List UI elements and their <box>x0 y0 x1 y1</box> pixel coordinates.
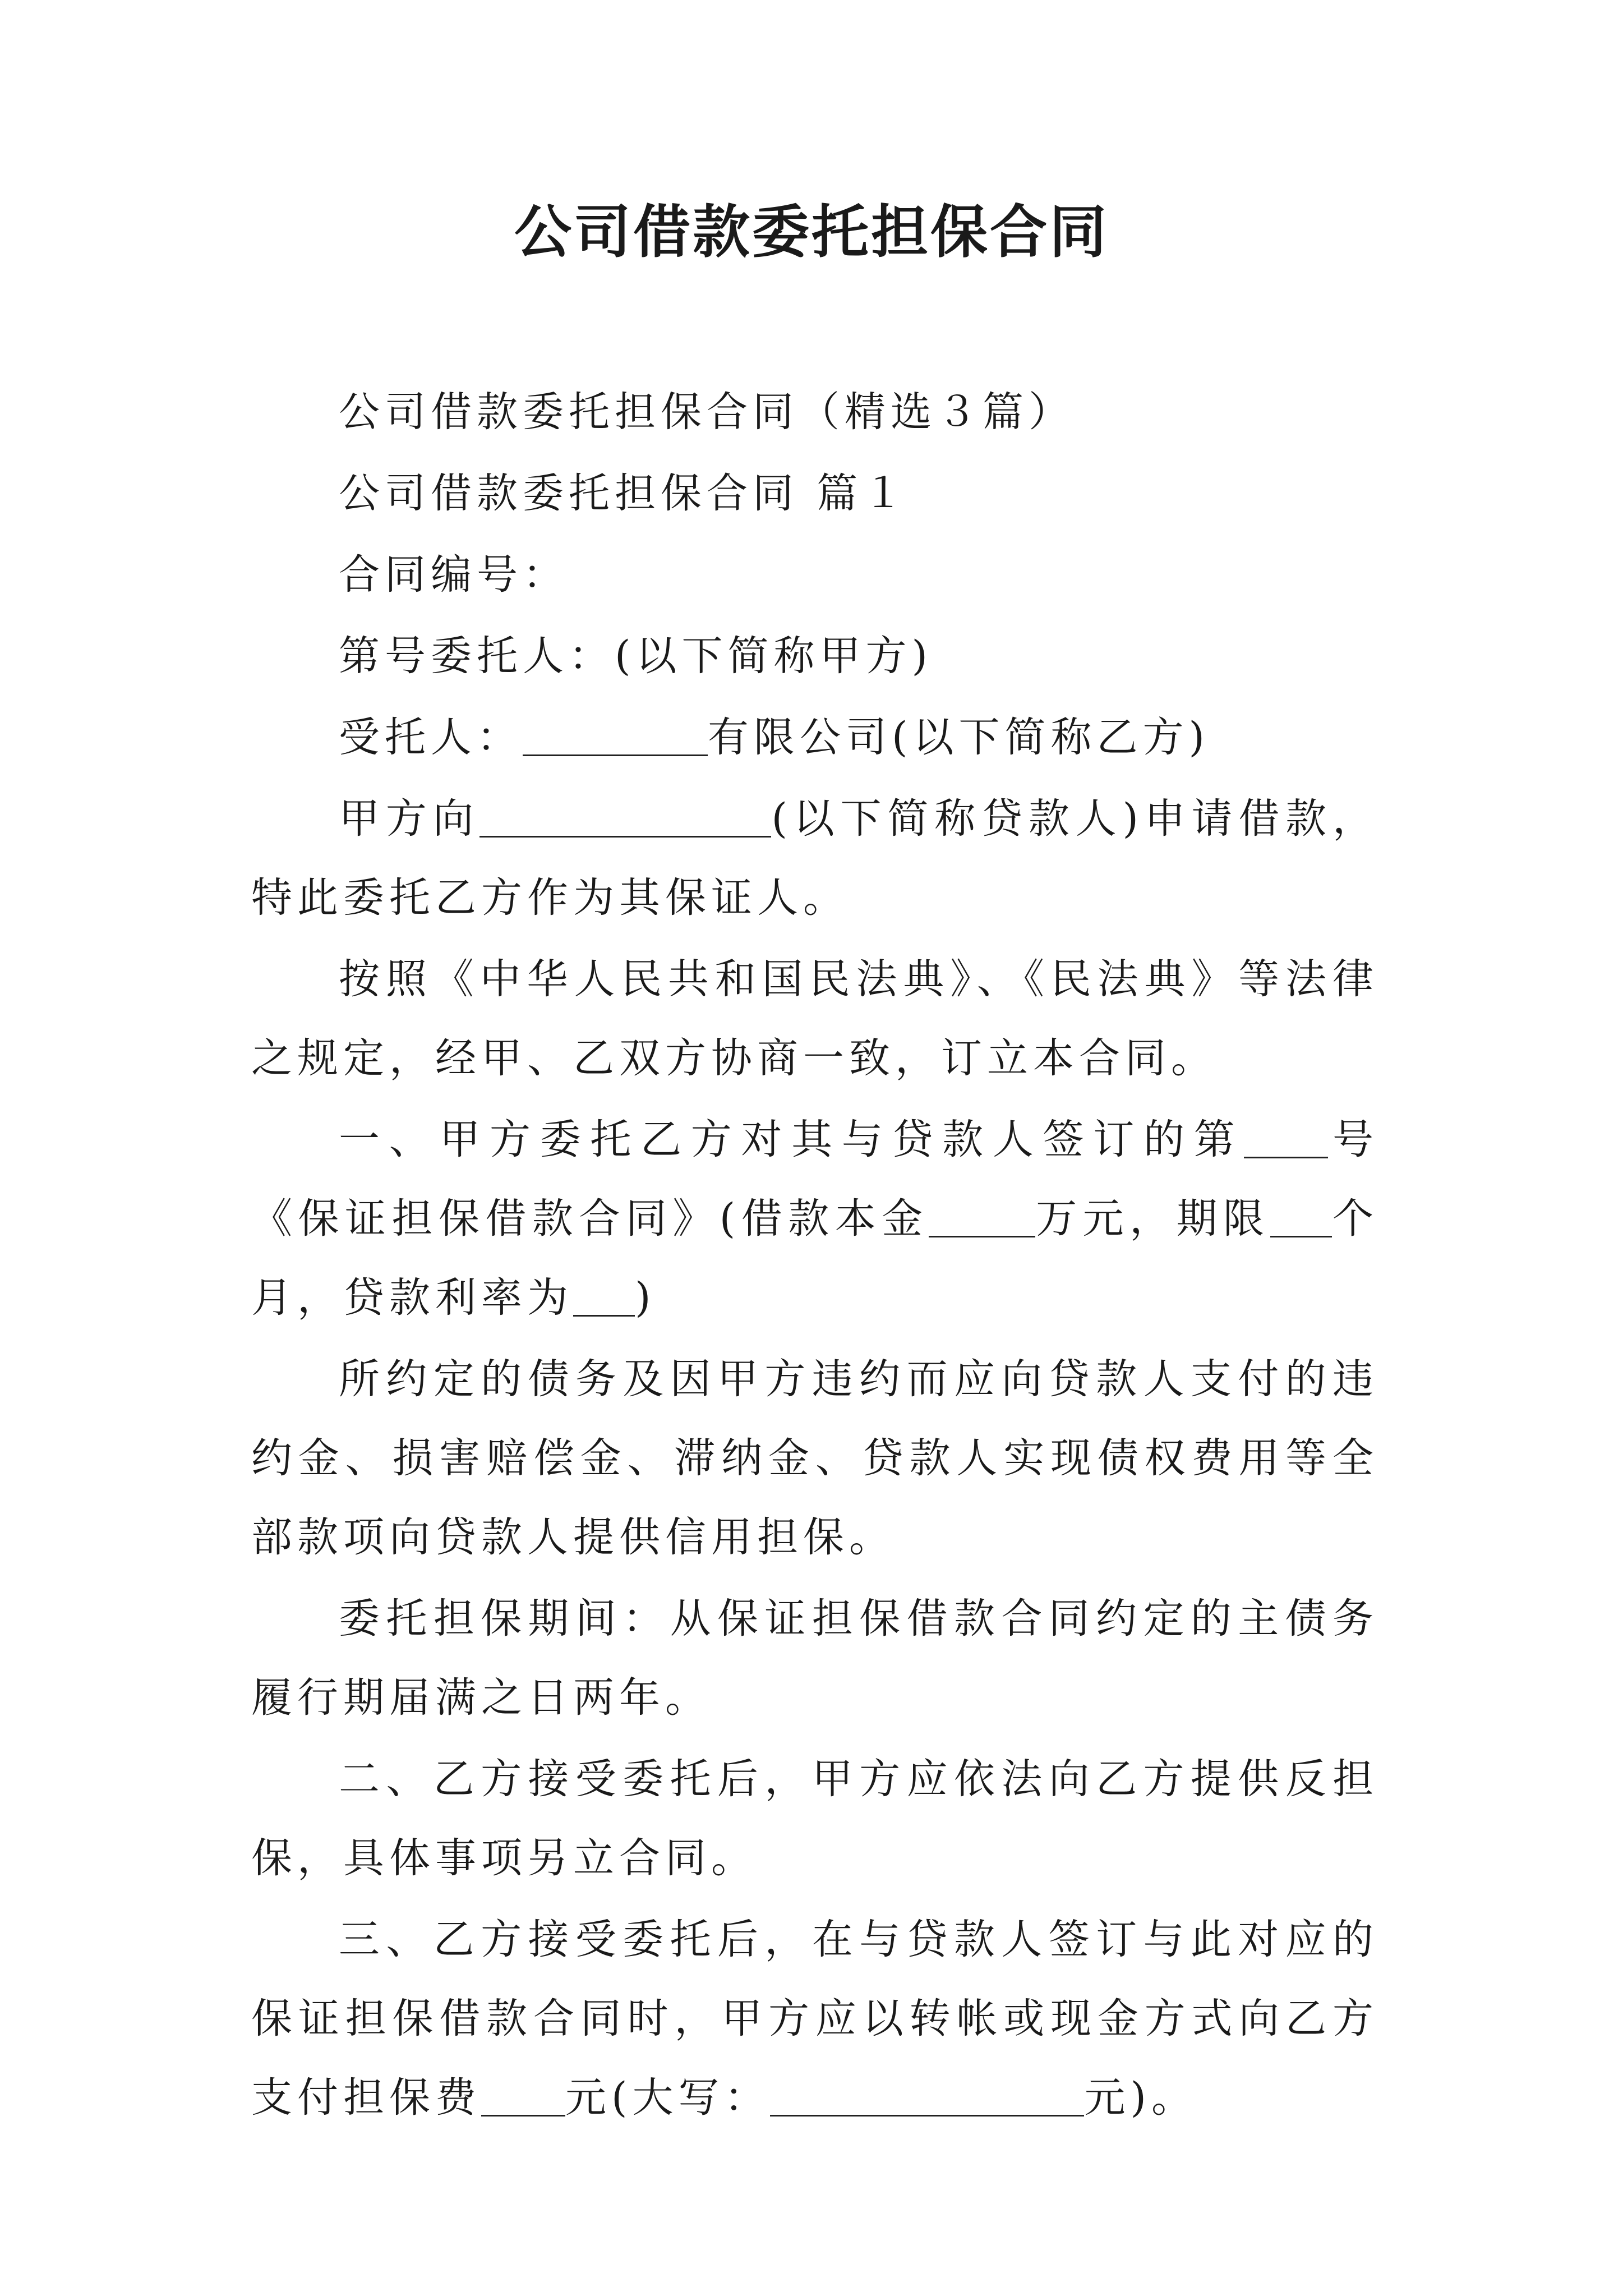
document-body <box>251 372 1378 2139</box>
paragraph-trustee <box>251 698 1378 777</box>
fill-blank-line <box>770 2076 1084 2116</box>
document-title: 公司借款委托担保合同 <box>514 199 1109 266</box>
text-segment: 个月，贷款利率为 <box>251 1195 1379 1322</box>
paragraph-legal-basis: 按照《中华人民共和国民法典》、《民法典》等法律之规定，经甲、乙双方协商一致，订立本合同。 <box>251 955 1378 1082</box>
paragraph-principal: 第号委托人：(以下简称甲方) <box>339 632 933 680</box>
text-segment: 甲方向 <box>339 795 480 843</box>
text-segment: 有限公司(以下简称乙方) <box>708 714 1210 761</box>
text-segment: 万元，期限 <box>1035 1195 1270 1243</box>
text-segment: (以下简称贷款人)申请借款，特此委托乙方作为其保证人。 <box>251 795 1379 922</box>
fill-blank-line <box>523 715 708 756</box>
paragraph-subtitle: 公司借款委托担保合同（精选３篇） <box>339 388 1075 436</box>
paragraph-clause-3 <box>251 1900 1378 2137</box>
text-segment: 元)。 <box>1084 2074 1197 2122</box>
text-segment: 三、乙方接受委托后，在与贷款人签订与此对应的保证担保借款合同时，甲方应以转帐或现金方式向乙方支付担保费 <box>251 1916 1378 2122</box>
paragraph-clause-1-debts: 所约定的债务及因甲方违约而应向贷款人支付的违约金、损害赔偿金、滞纳金、贷款人实现债权费用等全部款项向贷款人提供信用担保。 <box>251 1355 1378 1561</box>
text-segment: 元(大写： <box>565 2074 771 2122</box>
text-segment: 号《保证担保借款合同》(借款本金 <box>251 1116 1379 1243</box>
paragraph-loan-application <box>251 779 1378 937</box>
paragraph-section-heading: 公司借款委托担保合同 篇１ <box>339 470 909 517</box>
text-segment: 一、甲方委托乙方对其与贷款人签订的第 <box>339 1116 1244 1163</box>
fill-blank-line <box>1270 1197 1332 1237</box>
paragraph-clause-2: 二、乙方接受委托后，甲方应依法向乙方提供反担保，具体事项另立合同。 <box>251 1755 1378 1882</box>
fill-blank-line <box>481 2076 565 2116</box>
text-segment: ) <box>635 1274 656 1322</box>
text-segment: 受托人： <box>339 714 523 761</box>
paragraph-guarantee-period: 委托担保期间：从保证担保借款合同约定的主债务履行期届满之日两年。 <box>251 1595 1378 1722</box>
fill-blank-line <box>573 1276 635 1316</box>
fill-blank-line <box>479 797 771 837</box>
paragraph-clause-1 <box>251 1100 1378 1337</box>
fill-blank-line <box>929 1197 1035 1237</box>
paragraph-contract-number: 合同编号： <box>339 551 569 599</box>
fill-blank-line <box>1244 1117 1328 1158</box>
